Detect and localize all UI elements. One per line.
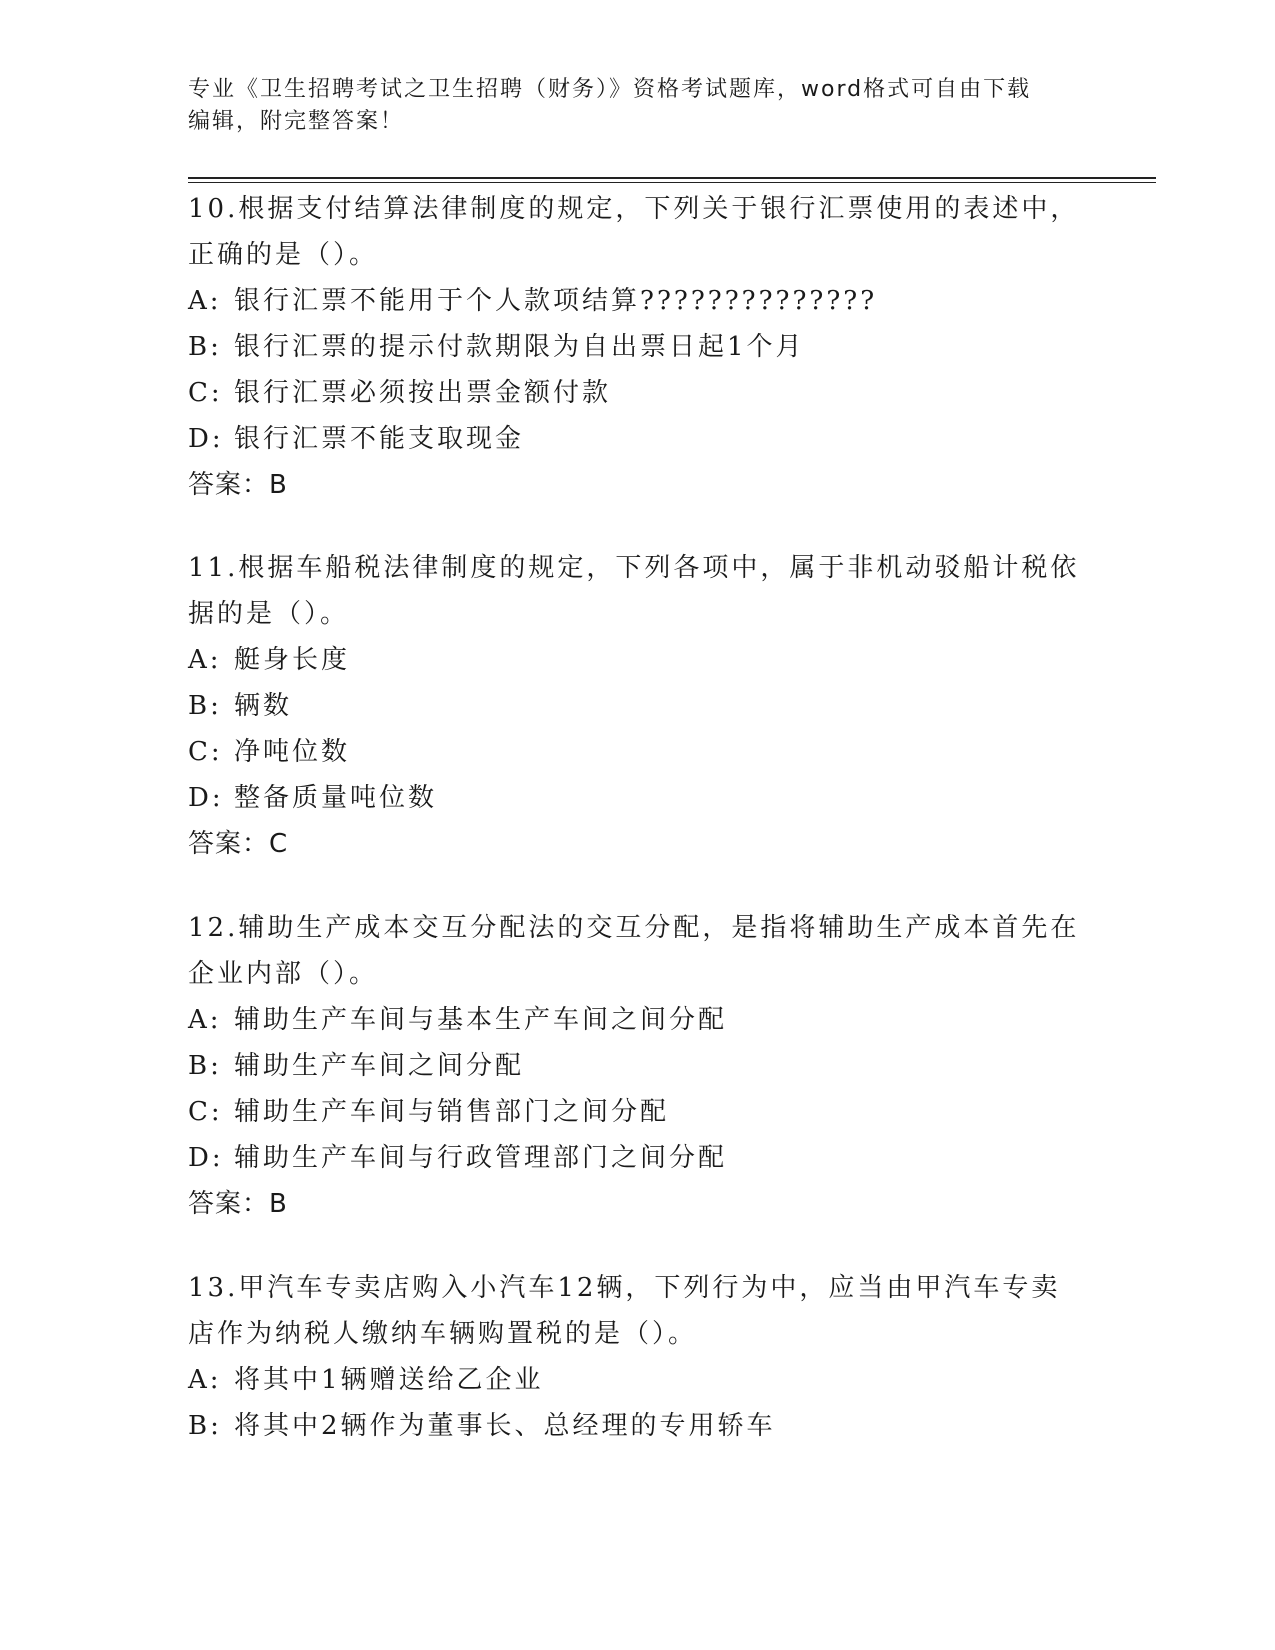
header-divider xyxy=(188,177,1156,183)
header-line-1: 专业《卫生招聘考试之卫生招聘（财务）》资格考试题库，word格式可自由下载 xyxy=(188,77,1032,102)
option-letter: B: xyxy=(188,332,222,362)
question-10 xyxy=(188,186,1088,508)
option-a xyxy=(188,637,1088,683)
option-c xyxy=(188,729,1088,775)
option-letter: D: xyxy=(188,1143,224,1173)
option-letter: B: xyxy=(188,1051,222,1081)
option-text: 辅助生产车间之间分配 xyxy=(234,1051,525,1081)
option-c xyxy=(188,370,1088,416)
answer: 答案：B xyxy=(188,1189,288,1219)
document-header xyxy=(188,74,1088,138)
question-13 xyxy=(188,1265,1088,1449)
answer: 答案：C xyxy=(188,829,289,859)
option-a xyxy=(188,997,1088,1043)
option-text: 艇身长度 xyxy=(234,645,351,675)
option-letter: D: xyxy=(188,783,224,813)
option-text: 整备质量吨位数 xyxy=(234,783,438,813)
option-a xyxy=(188,1357,1088,1403)
option-letter: C: xyxy=(188,378,223,408)
question-12 xyxy=(188,905,1088,1227)
question-11 xyxy=(188,545,1088,867)
option-b xyxy=(188,324,1088,370)
option-text: 银行汇票不能支取现金 xyxy=(234,424,525,454)
option-letter: A: xyxy=(188,1005,222,1035)
option-letter: C: xyxy=(188,1097,223,1127)
option-letter: D: xyxy=(188,424,224,454)
option-d xyxy=(188,416,1088,462)
option-b xyxy=(188,1403,1088,1449)
option-text: 银行汇票的提示付款期限为自出票日起1个月 xyxy=(234,332,805,362)
option-text: 净吨位数 xyxy=(234,737,351,767)
option-text: 将其中2辆作为董事长、总经理的专用轿车 xyxy=(234,1411,776,1441)
question-stem: 10.根据支付结算法律制度的规定，下列关于银行汇票使用的表述中，正确的是（）。 xyxy=(188,194,1080,270)
option-text: 辅助生产车间与基本生产车间之间分配 xyxy=(234,1005,728,1035)
option-text: 银行汇票不能用于个人款项结算?????????????? xyxy=(234,286,878,316)
option-letter: A: xyxy=(188,1365,222,1395)
answer: 答案：B xyxy=(188,470,288,500)
header-line-2: 编辑，附完整答案！ xyxy=(188,109,405,134)
option-text: 辅助生产车间与行政管理部门之间分配 xyxy=(234,1143,728,1173)
option-d xyxy=(188,775,1088,821)
question-stem: 12.辅助生产成本交互分配法的交互分配，是指将辅助生产成本首先在企业内部（）。 xyxy=(188,913,1080,989)
question-stem: 11.根据车船税法律制度的规定，下列各项中，属于非机动驳船计税依据的是（）。 xyxy=(188,553,1080,629)
option-letter: A: xyxy=(188,286,222,316)
option-letter: B: xyxy=(188,691,222,721)
option-c xyxy=(188,1089,1088,1135)
option-a xyxy=(188,278,1088,324)
option-text: 辅助生产车间与销售部门之间分配 xyxy=(234,1097,670,1127)
option-letter: A: xyxy=(188,645,222,675)
option-text: 辆数 xyxy=(234,691,293,721)
option-b xyxy=(188,683,1088,729)
option-d xyxy=(188,1135,1088,1181)
option-text: 将其中1辆赠送给乙企业 xyxy=(234,1365,544,1395)
option-text: 银行汇票必须按出票金额付款 xyxy=(234,378,612,408)
question-stem: 13.甲汽车专卖店购入小汽车12辆，下列行为中，应当由甲汽车专卖店作为纳税人缴纳车辆购置税的是（）。 xyxy=(188,1273,1061,1349)
option-letter: C: xyxy=(188,737,223,767)
option-b xyxy=(188,1043,1088,1089)
option-letter: B: xyxy=(188,1411,222,1441)
